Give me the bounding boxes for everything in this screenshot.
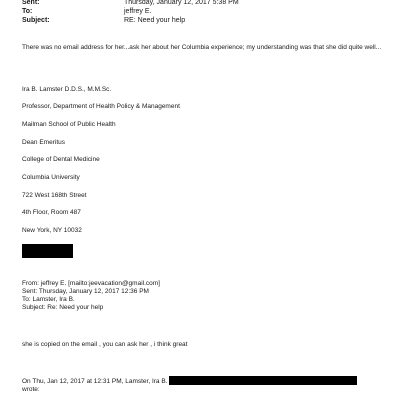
redaction-inline <box>169 376 357 385</box>
subject-row <box>22 16 185 25</box>
sent-value: Thursday, January 12, 2017 5:38 PM <box>124 0 239 6</box>
to-label: To: <box>22 8 33 15</box>
sent-row <box>22 0 239 7</box>
signature-city: New York, NY 10032 <box>22 227 82 234</box>
quoted-wrote: wrote: <box>22 386 40 393</box>
signature-floor: 4th Floor, Room 487 <box>22 209 81 216</box>
subject-label: Subject: <box>22 17 50 24</box>
signature-role: Dean Emeritus <box>22 139 65 146</box>
quoted-message: she is copied on the email , you can ask her , i think great <box>22 341 188 348</box>
subject-value: RE: Need your help <box>124 17 186 24</box>
signature-college: College of Dental Medicine <box>22 156 100 163</box>
signature-street: 722 West 168th Street <box>22 192 87 199</box>
signature-school: Mailman School of Public Health <box>22 121 116 128</box>
signature-title: Professor, Department of Health Policy & Management <box>22 103 180 110</box>
quoted-sent: Sent: Thursday, January 12, 2017 12:36 PM <box>22 288 149 295</box>
intro-paragraph: There was no email address for her...ask her about her Columbia experience; my understanding was that she did quite well... <box>22 44 382 51</box>
quoted-from: From: jeffrey E. [mailto:jeevacation@gmail.com] <box>22 280 160 287</box>
quoted-to: To: Lamster, Ira B. <box>22 296 75 303</box>
signature-name: Ira B. Lamster D.D.S., M.M.Sc. <box>22 86 112 93</box>
to-value: jeffrey E. <box>124 8 152 15</box>
quoted-subject: Subject: Re: Need your help <box>22 304 104 311</box>
sent-label: Sent: <box>22 0 40 6</box>
signature-university: Columbia University <box>22 174 80 181</box>
quoted-on-line <box>22 376 357 386</box>
to-row <box>22 7 152 16</box>
quoted-on-text: On Thu, Jan 12, 2017 at 12:31 PM, Lamster, Ira B. <box>22 378 168 385</box>
redaction-box <box>22 244 73 258</box>
